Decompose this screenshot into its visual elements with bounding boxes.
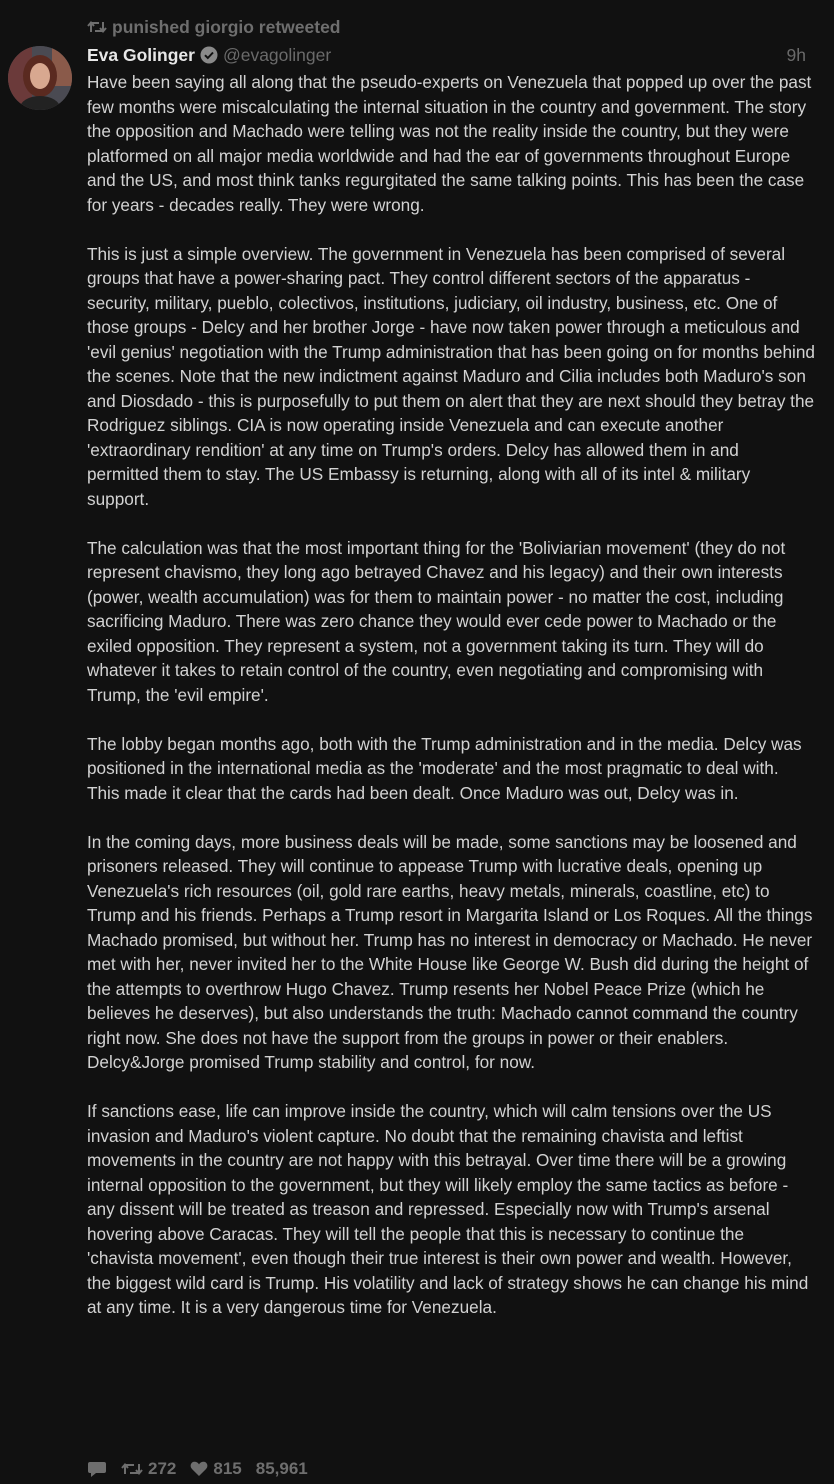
author-name[interactable]: Eva Golinger [87,44,195,65]
reply-icon [87,1460,107,1478]
retweet-icon [121,1461,143,1477]
retweet-button[interactable] [121,1459,176,1479]
tweet-paragraph: If sanctions ease, life can improve inside the country, which will calm tensions over the US invasion and Maduro's violent capture. No doubt that the remaining chavista and leftist movements in the country are not happy with this betrayal. Over time there will be a growing internal opposition to the government, but they will likely employ the same tactics as before - any dissent will be treated as treason and repressed. Especially now with Trump's arsenal hovering above Caracas. They will tell the people that this is necessary to continue the 'chavista movement', even though their true interest is their own power and wealth. However, the biggest wild card is Trump. His volatility and lack of strategy shows he can change his mind at any time. It is a very dangerous time for Venezuela. [87,1101,809,1317]
retweet-context-label: punished giorgio retweeted [112,16,341,37]
tweet-paragraph: In the coming days, more business deals will be made, some sanctions may be loosened and prisoners released. They will continue to appease Trump with lucrative deals, opening up Venezuela's rich resources (oil, gold rare earths, heavy metals, minerals, coastline, etc) to Trump and his friends. Perhaps a Trump resort in Margarita Island or Los Roques. All the things Machado promised, but without her. Trump has no interest in democracy or Machado. He never met with her, never invited her to the White House like George W. Bush did during the height of the attempts to overthrow Hugo Chavez. Trump resents her Nobel Peace Prize (which he believes he deserves), but also understands the truth: Machado cannot command the country right now. She does not have the support from the groups in power or their enablers. Delcy&Jorge promised Trump stability and control, for now. [87,831,813,1072]
verified-badge-icon [200,46,218,64]
retweet-context[interactable] [87,16,341,38]
tweet-paragraph: Have been saying all along that the pseudo-experts on Venezuela that popped up over the past few months were miscalculating the internal situation in the country and government. The story the opposition and Machado were telling was not the reality inside the country, but they were platformed on all major media worldwide and had the ear of governments throughout Europe and the US, and most think tanks regurgitated the same talking points. This has been the case for years - decades really. They were wrong. [87,72,812,215]
tweet-text [87,70,815,1344]
view-count-label: 85,961 [255,1459,308,1478]
tweet-actions [87,1457,308,1481]
author-handle[interactable]: @evagolinger [222,44,332,65]
avatar[interactable] [8,46,72,110]
reply-button[interactable] [87,1460,107,1478]
heart-icon [190,1461,208,1477]
tweet-paragraph: The lobby began months ago, both with the Trump administration and in the media. Delcy was positioned in the international media as the 'moderate' and the most pragmatic to deal with. This made it clear that the cards had been dealt. Once Maduro was out, Delcy was in. [87,733,802,803]
like-count: 815 [213,1459,242,1478]
retweet-icon [87,19,107,35]
tweet-paragraph: The calculation was that the most important thing for the 'Boliviarian movement' (they do not represent chavismo, they long ago betrayed Chavez and his legacy) and their own interests (power, wealth accumulation) was for them to maintain power - no matter the cost, including sacrificing Maduro. There was zero chance they would ever cede power to Machado or the exiled opposition. They represent a system, not a government taking its turn. They will do whatever it takes to retain control of the country, even negotiating and compromising with Trump, the 'evil empire'. [87,537,786,705]
like-button[interactable] [190,1459,241,1479]
view-count [256,1459,308,1479]
tweet-header [87,43,806,67]
tweet-timestamp[interactable]: 9h [786,44,806,65]
tweet-paragraph: This is just a simple overview. The government in Venezuela has been comprised of several groups that have a power-sharing pact. They control different sectors of the apparatus - security, military, pueblo, colectivos, institutions, judiciary, oil industry, business, etc. One of those groups - Delcy and her brother Jorge - have now taken power through a meticulous and 'evil genius' negotiation with the Trump administration that has been going on for months behind the scenes. Note that the new indictment against Maduro and Cilia includes both Maduro's son and Diosdado - this is purposefully to put them on alert that they are next should they betray the Rodriguez siblings. CIA is now operating inside Venezuela and can execute another 'extraordinary rendition' at any time on Trump's orders. Delcy has allowed them in and permitted them to stay. The US Embassy is returning, along with all of its intel & military support. [87,243,815,509]
retweet-count: 272 [148,1459,177,1478]
